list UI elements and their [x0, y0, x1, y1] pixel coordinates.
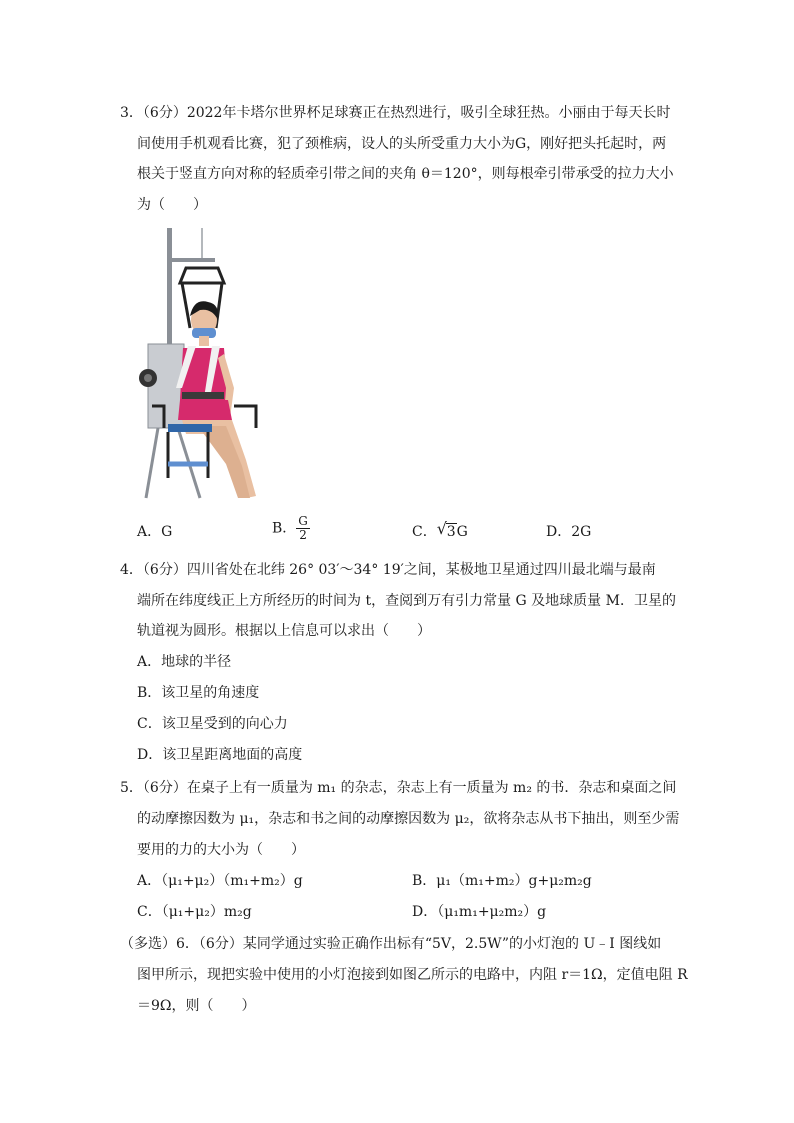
q5-line-3: 要用的力的大小为（ ） — [137, 842, 305, 858]
q3-option-b-label: B． — [272, 520, 297, 537]
q3-line-2: 间使用手机观看比赛，犯了颈椎病，设人的头所受重力大小为G，刚好把头托起时，两 — [137, 136, 667, 152]
q3-option-c-unit: G — [456, 524, 468, 540]
q3-option-d: D．2G — [546, 524, 592, 540]
q3-option-a: A．G — [137, 524, 173, 540]
q5-option-a: A．（μ₁+μ₂）（m₁+m₂）g — [137, 873, 303, 889]
q4-option-d: D．该卫星距离地面的高度 — [137, 747, 303, 763]
q3-line-4: 为（ ） — [137, 197, 207, 213]
q3-option-c-label: C． — [412, 524, 437, 540]
q4-option-a: A．地球的半径 — [137, 654, 232, 670]
q5-line-1: 5．（6分）在桌子上有一质量为 m₁ 的杂志，杂志上有一质量为 m₂ 的书．杂志和桌面之间 — [120, 780, 677, 796]
q5-option-b: B．μ₁（m₁+m₂）g+μ₂m₂g — [412, 873, 592, 889]
q3-option-b — [272, 515, 310, 542]
q6-line-2: 图甲所示，现把实验中使用的小灯泡接到如图乙所示的电路中，内阻 r＝1Ω，定值电阻 R — [137, 967, 688, 983]
q5-option-d: D．（μ₁m₁+μ₂m₂）g — [412, 904, 547, 920]
q4-line-1: 4．（6分）四川省处在北纬 26° 03′～34° 19′之间，某极地卫星通过四川最北端与最南 — [120, 562, 656, 578]
q3-option-b-fraction — [296, 515, 310, 542]
q4-line-3: 轨道视为圆形。根据以上信息可以求出（ ） — [137, 623, 431, 639]
q3-line-3: 根关于竖直方向对称的轻质牵引带之间的夹角 θ＝120°，则每根牵引带承受的拉力大小 — [137, 166, 674, 182]
q4-line-2: 端所在纬度线正上方所经历的时间为 t，查阅到万有引力常量 G 及地球质量 M．卫星的 — [137, 593, 676, 609]
q3-option-b-numerator: G — [298, 514, 308, 528]
q3-option-b-denominator: 2 — [299, 528, 307, 542]
q5-option-c: C．（μ₁+μ₂）m₂g — [137, 904, 252, 920]
neck-traction-figure — [138, 228, 270, 504]
q3-line-1: 3．（6分）2022年卡塔尔世界杯足球赛正在热烈进行，吸引全球狂热。小丽由于每天长时 — [120, 105, 671, 121]
sqrt-symbol: √ 3 — [436, 519, 456, 540]
q5-line-2: 的动摩擦因数为 μ₁，杂志和书之间的动摩擦因数为 μ₂，欲将杂志从书下抽出，则至少需 — [137, 811, 680, 827]
q3-option-c — [412, 519, 468, 542]
q4-option-c: C．该卫星受到的向心力 — [137, 716, 288, 732]
q4-option-b: B．该卫星的角速度 — [137, 685, 260, 701]
q6-line-1: （多选）6．（6分）某同学通过实验正确作出标有“5V，2.5W”的小灯泡的 U﹣I 图线如 — [120, 936, 662, 952]
q3-option-c-radicand: 3 — [446, 524, 456, 540]
q6-line-3: ＝9Ω，则（ ） — [137, 998, 256, 1014]
